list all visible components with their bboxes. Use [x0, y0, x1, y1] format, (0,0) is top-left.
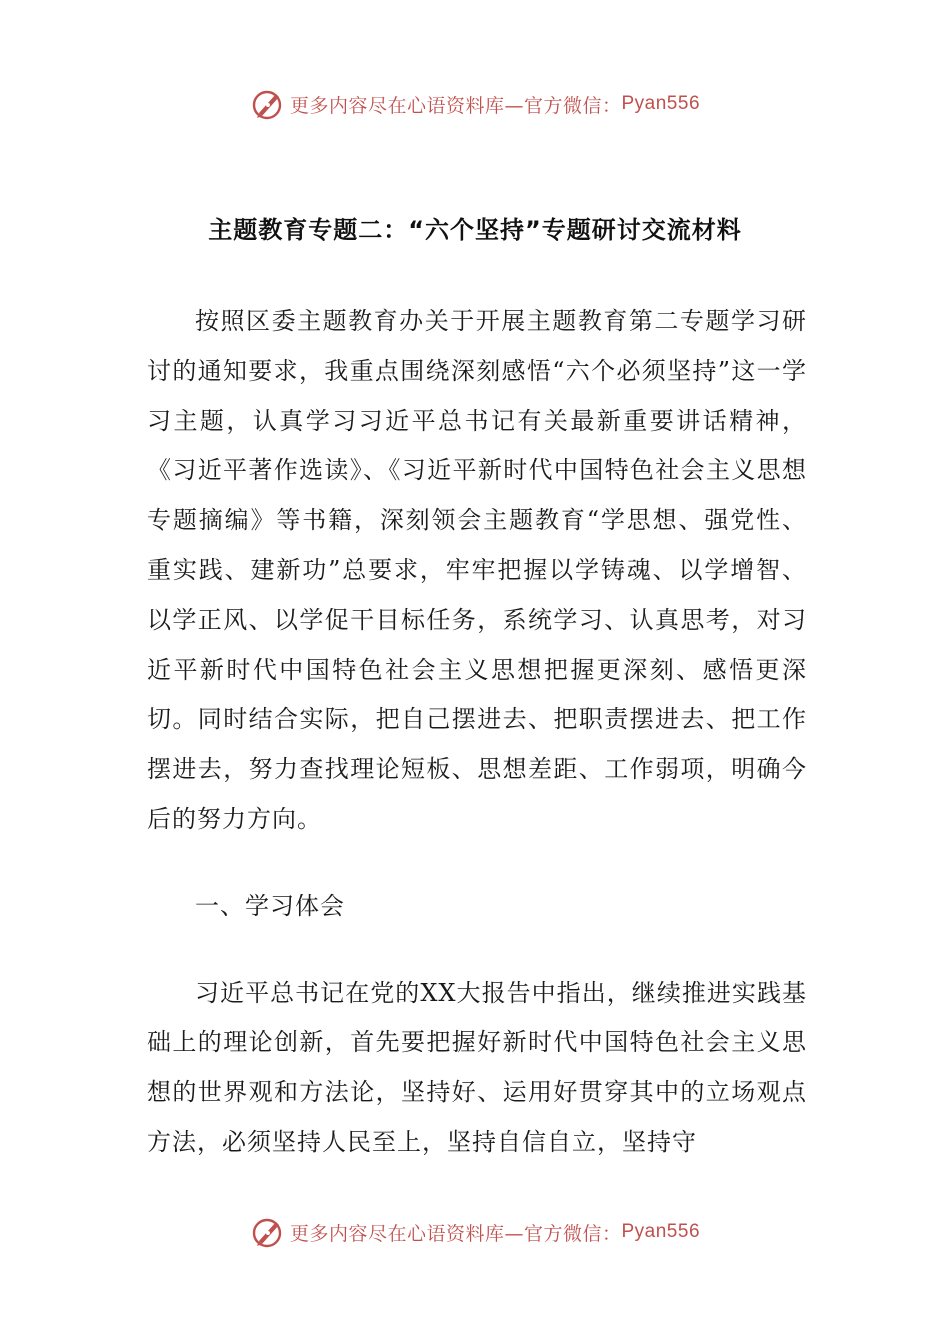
watermark-text: 更多内容尽在心语资料库—官方微信： [289, 1222, 622, 1245]
watermark-wechat-id: Pyan556 [621, 1221, 701, 1242]
document-body [147, 297, 807, 1168]
section-heading: 一、学习体会 [195, 891, 345, 920]
watermark-header [0, 84, 950, 124]
paragraph-body: 习近平总书记在党的XX大报告中指出，继续推进实践基础上的理论创新，首先要把握好新时代中国特色社会主义思想的世界观和方法论，坚持好、运用好贯穿其中的立场观点方法，必须坚持人民至上，坚持自信自立，坚持守 [147, 978, 807, 1156]
watermark-wechat-id: Pyan556 [621, 93, 701, 114]
watermark-footer [0, 1212, 950, 1252]
pen-logo-icon [250, 1214, 286, 1250]
paragraph-intro: 按照区委主题教育办关于开展主题教育第二专题学习研讨的通知要求，我重点围绕深刻感悟“六个必须坚持”这一学习主题，认真学习习近平总书记有关最新重要讲话精神，《习近平著作选读》、《习近平新时代中国特色社会主义思想专题摘编》等书籍，深刻领会主题教育“学思想、强党性、重实践、建新功”总要求，牢牢把握以学铸魂、以学增智、以学正风、以学促干目标任务，系统学习、认真思考，对习近平新时代中国特色社会主义思想把握更深刻、感悟更深切。同时结合实际，把自己摆进去、把职责摆进去、把工作摆进去，努力查找理论短板、思想差距、工作弱项，明确今后的努力方向。 [147, 307, 807, 833]
pen-logo-icon [250, 86, 286, 122]
watermark-text: 更多内容尽在心语资料库—官方微信： [289, 94, 622, 117]
document-title: 主题教育专题二：“六个坚持”专题研讨交流材料 [208, 216, 742, 244]
